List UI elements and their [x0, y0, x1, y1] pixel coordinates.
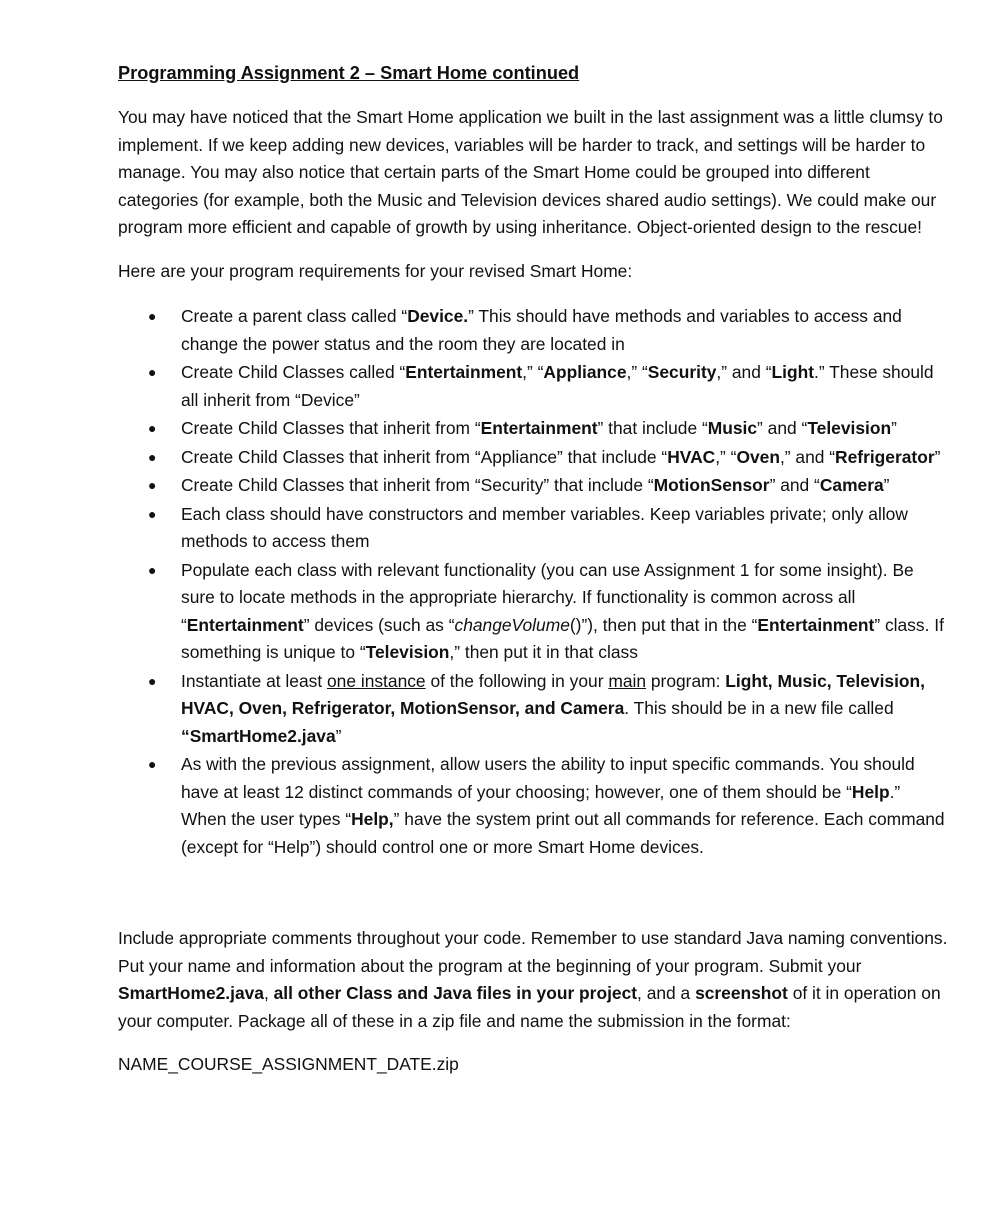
bullet-icon: ●	[148, 308, 157, 324]
bullet-icon: ●	[148, 364, 157, 380]
requirement-child-classes: ● Create Child Classes called “Entertainment,” “Appliance,” “Security,” and “Light.” These should all inherit from “Device”	[118, 359, 950, 414]
requirements-intro: Here are your program requirements for your revised Smart Home:	[118, 260, 633, 281]
bullet-icon: ●	[148, 756, 157, 772]
intro-paragraph: You may have noticed that the Smart Home application we built in the last assignment was a little clumsy to implement. If we keep adding new devices, variables will be harder to track, and settings will be harder to manage. You may also notice that certain parts of the Smart Home could be grouped into different categories (for example, both the Music and Television devices shared audio settings). We could make our program more efficient and capable of growth by using inheritance. Object-oriented design to the rescue!	[118, 107, 943, 237]
document-page	[118, 58, 950, 1079]
requirement-appliance-children: ● Create Child Classes that inherit from “Appliance” that include “HVAC,” “Oven,” and “Refrigerator”	[118, 444, 950, 472]
closing-paragraph: Include appropriate comments throughout your code. Remember to use standard Java naming conventions. Put your name and information about the program at the beginning of your program. Submit your SmartHome2.java, all other Class and Java files in your project, and a screenshot of it in operation on your computer. Package all of these in a zip file and name the submission in the format:	[118, 928, 948, 1031]
requirement-constructors: ● Each class should have constructors and member variables. Keep variables private; only allow methods to access them	[118, 501, 950, 556]
bullet-icon: ●	[148, 477, 157, 493]
requirement-entertainment-children: ● Create Child Classes that inherit from “Entertainment” that include “Music” and “Television”	[118, 415, 950, 443]
requirement-functionality: ● Populate each class with relevant functionality (you can use Assignment 1 for some insight). Be sure to locate methods in the appropriate hierarchy. If functionality is common across all “Entertainment” devices (such as “changeVolume()”), then put that in the “Entertainment” class. If something is unique to “Television,” then put it in that class	[118, 557, 950, 667]
page-title: Programming Assignment 2 – Smart Home continued	[118, 63, 580, 83]
requirement-device-parent: ● Create a parent class called “Device.” This should have methods and variables to access and change the power status and the room they are located in	[118, 303, 950, 358]
filename-format: NAME_COURSE_ASSIGNMENT_DATE.zip	[118, 1054, 459, 1074]
bullet-icon: ●	[148, 448, 157, 465]
bullet-icon: ●	[148, 505, 157, 522]
requirements-list	[118, 303, 950, 861]
requirement-commands: ● As with the previous assignment, allow users the ability to input specific commands. You should have at least 12 distinct commands of your choosing; however, one of them should be “Help.” When the user types “Help,” have the system print out all commands for reference. Each command (except for “Help”) should control one or more Smart Home devices.	[118, 751, 950, 861]
requirement-security-children: ● Create Child Classes that inherit from “Security” that include “MotionSensor” and “Camera”	[118, 472, 950, 500]
bullet-icon: ●	[148, 420, 157, 436]
bullet-icon: ●	[148, 672, 157, 689]
bullet-icon: ●	[148, 561, 157, 578]
requirement-instantiate: ● Instantiate at least one instance of the following in your main program: Light, Music, Television, HVAC, Oven, Refrigerator, MotionSensor, and Camera. This should be in a new file called “SmartHome2.java”	[118, 668, 950, 751]
